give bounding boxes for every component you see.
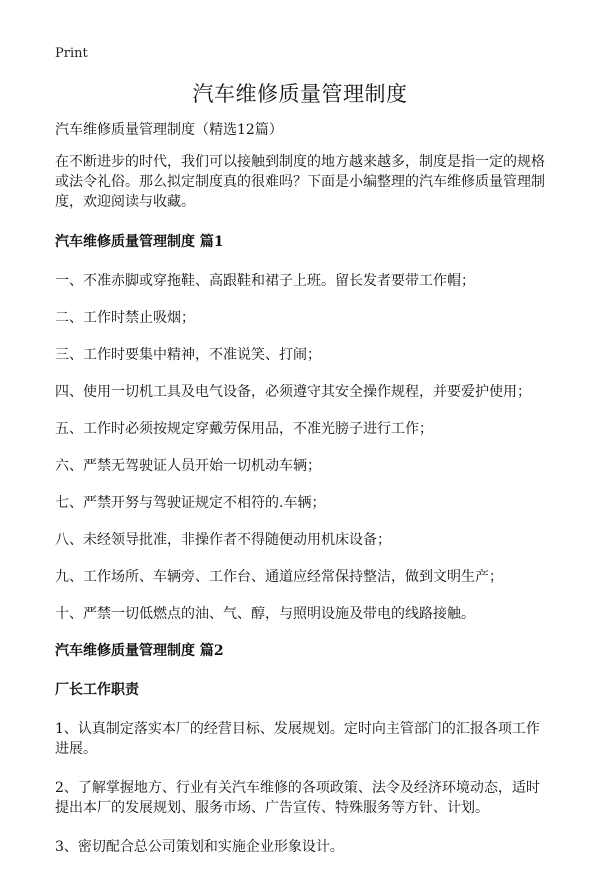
- rule-item: 三、工作时要集中精神，不准说笑、打闹；: [55, 347, 321, 363]
- duty-item: 3、密切配合总公司策划和实施企业形象设计。: [55, 839, 344, 855]
- duty-item: 2、了解掌握地方、行业有关汽车维修的各项政策、法令及经济环境动态，适时提出本厂的发展规划、服务市场、广告宣传、特殊服务等方针、计划。: [55, 780, 540, 816]
- rule-item: 一、不准赤脚或穿拖鞋、高跟鞋和裙子上班。留长发者要带工作帽；: [55, 273, 475, 289]
- document-subtitle: 汽车维修质量管理制度（精选12篇）: [55, 122, 283, 138]
- rule-item: 十、严禁一切低燃点的油、气、醇，与照明设施及带电的线路接触。: [55, 606, 475, 622]
- print-link[interactable]: Print: [55, 46, 88, 61]
- rule-item: 九、工作场所、车辆旁、工作台、通道应经常保持整洁，做到文明生产；: [55, 569, 503, 585]
- section-subheading: 厂长工作职责: [55, 682, 139, 698]
- rule-item: 六、严禁无驾驶证人员开始一切机动车辆；: [55, 458, 321, 474]
- rule-item: 二、工作时禁止吸烟；: [55, 310, 195, 326]
- section-heading-2: 汽车维修质量管理制度 篇2: [55, 643, 224, 659]
- document-title: 汽车维修质量管理制度: [192, 82, 408, 106]
- duty-item: 1、认真制定落实本厂的经营目标、发展规划。定时向主管部门的汇报各项工作进展。: [55, 721, 540, 757]
- rule-item: 八、未经领导批准，非操作者不得随便动用机床设备；: [55, 532, 391, 548]
- section-heading-1: 汽车维修质量管理制度 篇1: [55, 234, 224, 250]
- rule-item: 五、工作时必须按规定穿戴劳保用品，不准光膀子进行工作；: [55, 421, 433, 437]
- document-body: [55, 120, 550, 876]
- rule-item: 四、使用一切机工具及电气设备，必须遵守其安全操作规程，并要爱护使用；: [55, 384, 531, 400]
- rule-item: 七、严禁开努与驾驶证规定不相符的.车辆；: [55, 495, 326, 511]
- intro-paragraph: 在不断进步的时代，我们可以接触到制度的地方越来越多，制度是指一定的规格或法令礼俗。那么拟定制度真的很难吗？下面是小编整理的汽车维修质量管理制度，欢迎阅读与收藏。: [55, 154, 545, 210]
